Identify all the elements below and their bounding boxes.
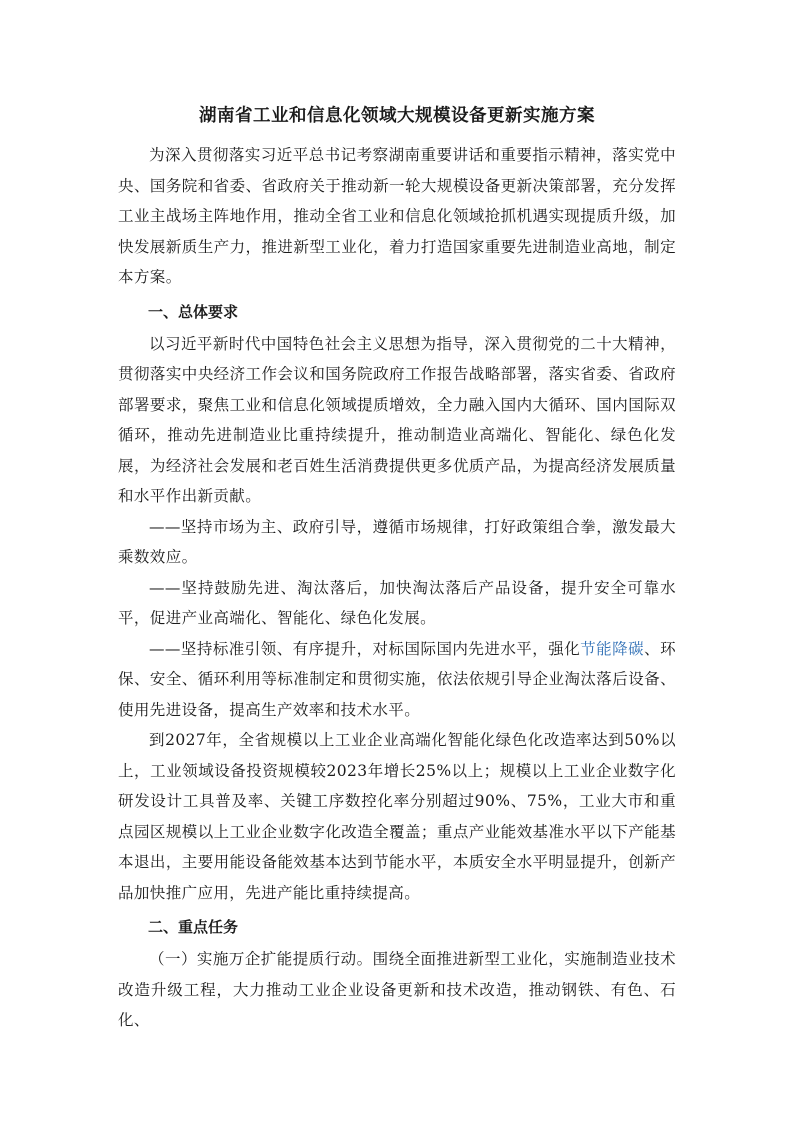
document-body xyxy=(118,100,676,1036)
section-heading-general-requirements: 一、总体要求 xyxy=(148,302,239,321)
principle-standards-text-after: 、环保、安全、循环利用等标准制定和贯彻实施，依法依规引导企业淘汰落后设备、使用先进设备，提高生产效率和技术水平。 xyxy=(118,639,676,719)
guiding-paragraph: 以习近平新时代中国特色社会主义思想为指导，深入贯彻党的二十大精神，贯彻落实中央经济工作会议和国务院政府工作报告战略部署，落实省委、省政府部署要求，聚焦工业和信息化领域提质增效，全力融入国内大循环、国内国际双循环，推动先进制造业比重持续提升，推动制造业高端化、智能化、绿色化发展，为经济社会发展和老百姓生活消费提供更多优质产品，为提高经济发展质量和水平作出新贡献。 xyxy=(118,334,676,505)
principle-advanced: ——坚持鼓励先进、淘汰落后，加快淘汰落后产品设备，提升安全可靠水平，促进产业高端化、智能化、绿色化发展。 xyxy=(118,578,676,627)
principle-standards xyxy=(118,634,676,726)
principle-market: ——坚持市场为主、政府引导，遵循市场规律，打好政策组合拳，激发最大乘数效应。 xyxy=(118,517,676,566)
goals-2027-paragraph: 到2027年，全省规模以上工业企业高端化智能化绿色化改造率达到50%以上，工业领域设备投资规模较2023年增长25%以上；规模以上工业企业数字化研发设计工具普及率、关键工序数控化率分别超过90%、75%，工业大市和重点园区规模以上工业企业数字化改造全覆盖；重点产业能效基准水平以下产能基本退出，主要用能设备能效基本达到节能水平，本质安全水平明显提升，创新产品加快推广应用，先进产能比重持续提高。 xyxy=(118,731,676,902)
section-heading-key-tasks: 二、重点任务 xyxy=(148,918,239,936)
task-1-paragraph: （一）实施万企扩能提质行动。围绕全面推进新型工业化，实施制造业技术改造升级工程，大力推动工业企业设备更新和技术改造，推动钢铁、有色、石化、 xyxy=(118,950,676,1029)
energy-saving-link[interactable]: 节能降碳 xyxy=(580,639,645,658)
intro-paragraph: 为深入贯彻落实习近平总书记考察湖南重要讲话和重要指示精神，落实党中央、国务院和省委、省政府关于推动新一轮大规模设备更新决策部署，充分发挥工业主战场主阵地作用，推动全省工业和信息化领域抢抓机遇实现提质升级，加快发展新质生产力，推进新型工业化，着力打造国家重要先进制造业高地，制定本方案。 xyxy=(118,146,676,286)
document-title: 湖南省工业和信息化领域大规模设备更新实施方案 xyxy=(199,106,595,126)
principle-standards-text-before: ——坚持标准引领、有序提升，对标国际国内先进水平，强化 xyxy=(149,639,581,658)
